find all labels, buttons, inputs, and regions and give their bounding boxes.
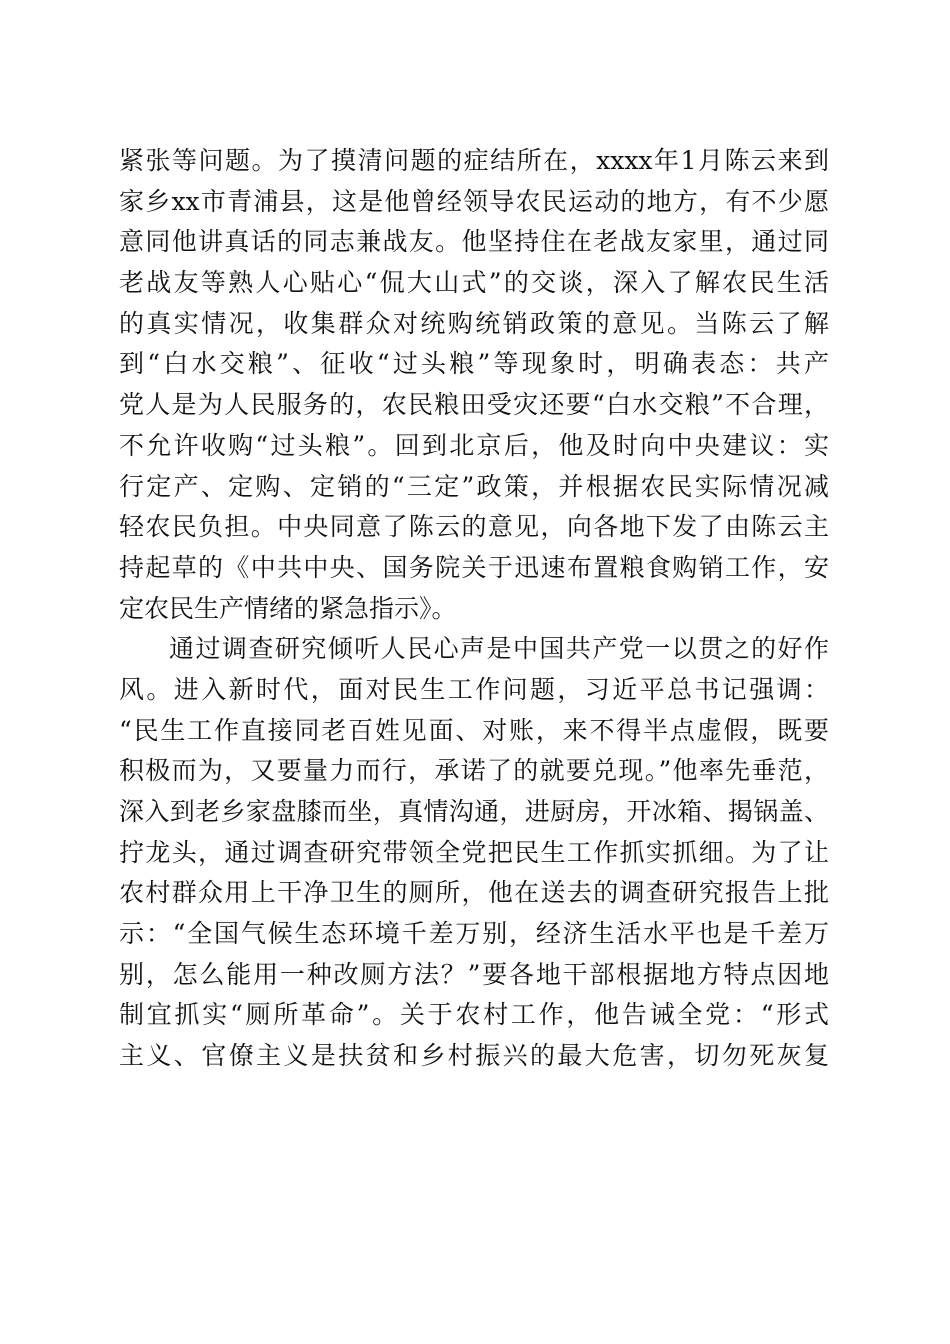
- text-line: 制宜抓实“厕所革命”。关于农村工作，他告诫全党：“形式: [119, 1000, 829, 1030]
- text-line: 深入到老乡家盘膝而坐，真情沟通，进厨房，开冰箱、揭锅盖、: [119, 797, 829, 826]
- text-line: 意同他讲真话的同志兼战友。他坚持住在老战友家里，通过同: [119, 227, 829, 257]
- text-line: 不允许收购“过头粮”。回到北京后，他及时向中央建议：实: [119, 430, 829, 460]
- text-line: 别，怎么能用一种改厕方法？”要各地干部根据地方特点因地: [119, 959, 829, 989]
- text-line: 持起草的《中共中央、国务院关于迅速布置粮食购销工作，安: [119, 552, 829, 582]
- text-line: 主义、官僚主义是扶贫和乡村振兴的最大危害，切勿死灰复: [119, 1041, 829, 1071]
- text-line-paragraph-start: 通过调查研究倾听人民心声是中国共产党一以贯之的好作: [169, 634, 829, 664]
- text-line: 家乡xx市青浦县，这是他曾经领导农民运动的地方，有不少愿: [119, 186, 829, 216]
- text-line: 党人是为人民服务的，农民粮田受灾还要“白水交粮”不合理，: [119, 390, 829, 420]
- body-text: [119, 141, 829, 1077]
- text-line: 农村群众用上干净卫生的厕所，他在送去的调查研究报告上批: [119, 878, 829, 908]
- text-line: 示：“全国气候生态环境千差万别，经济生活水平也是千差万: [119, 919, 829, 949]
- text-line: 行定产、定购、定销的“三定”政策，并根据农民实际情况减: [119, 471, 829, 501]
- text-line: 积极而为，又要量力而行，承诺了的就要兑现。”他率先垂范，: [119, 756, 829, 786]
- text-line: 风。进入新时代，面对民生工作问题，习近平总书记强调：: [119, 674, 829, 704]
- text-line: 到“白水交粮”、征收“过头粮”等现象时，明确表态：共产: [119, 349, 829, 379]
- text-line: 拧龙头，通过调查研究带领全党把民生工作抓实抓细。为了让: [119, 837, 829, 867]
- text-line: 紧张等问题。为了摸清问题的症结所在，xxxx年1月陈云来到: [119, 146, 829, 175]
- text-line-paragraph-end: 定农民生产情绪的紧急指示》。: [119, 593, 457, 623]
- text-line: 的真实情况，收集群众对统购统销政策的意见。当陈云了解: [119, 308, 829, 338]
- text-line: 轻农民负担。中央同意了陈云的意见，向各地下发了由陈云主: [119, 512, 829, 542]
- text-line: “民生工作直接同老百姓见面、对账，来不得半点虚假，既要: [119, 715, 829, 745]
- text-line: 老战友等熟人心贴心“侃大山式”的交谈，深入了解农民生活: [119, 268, 829, 298]
